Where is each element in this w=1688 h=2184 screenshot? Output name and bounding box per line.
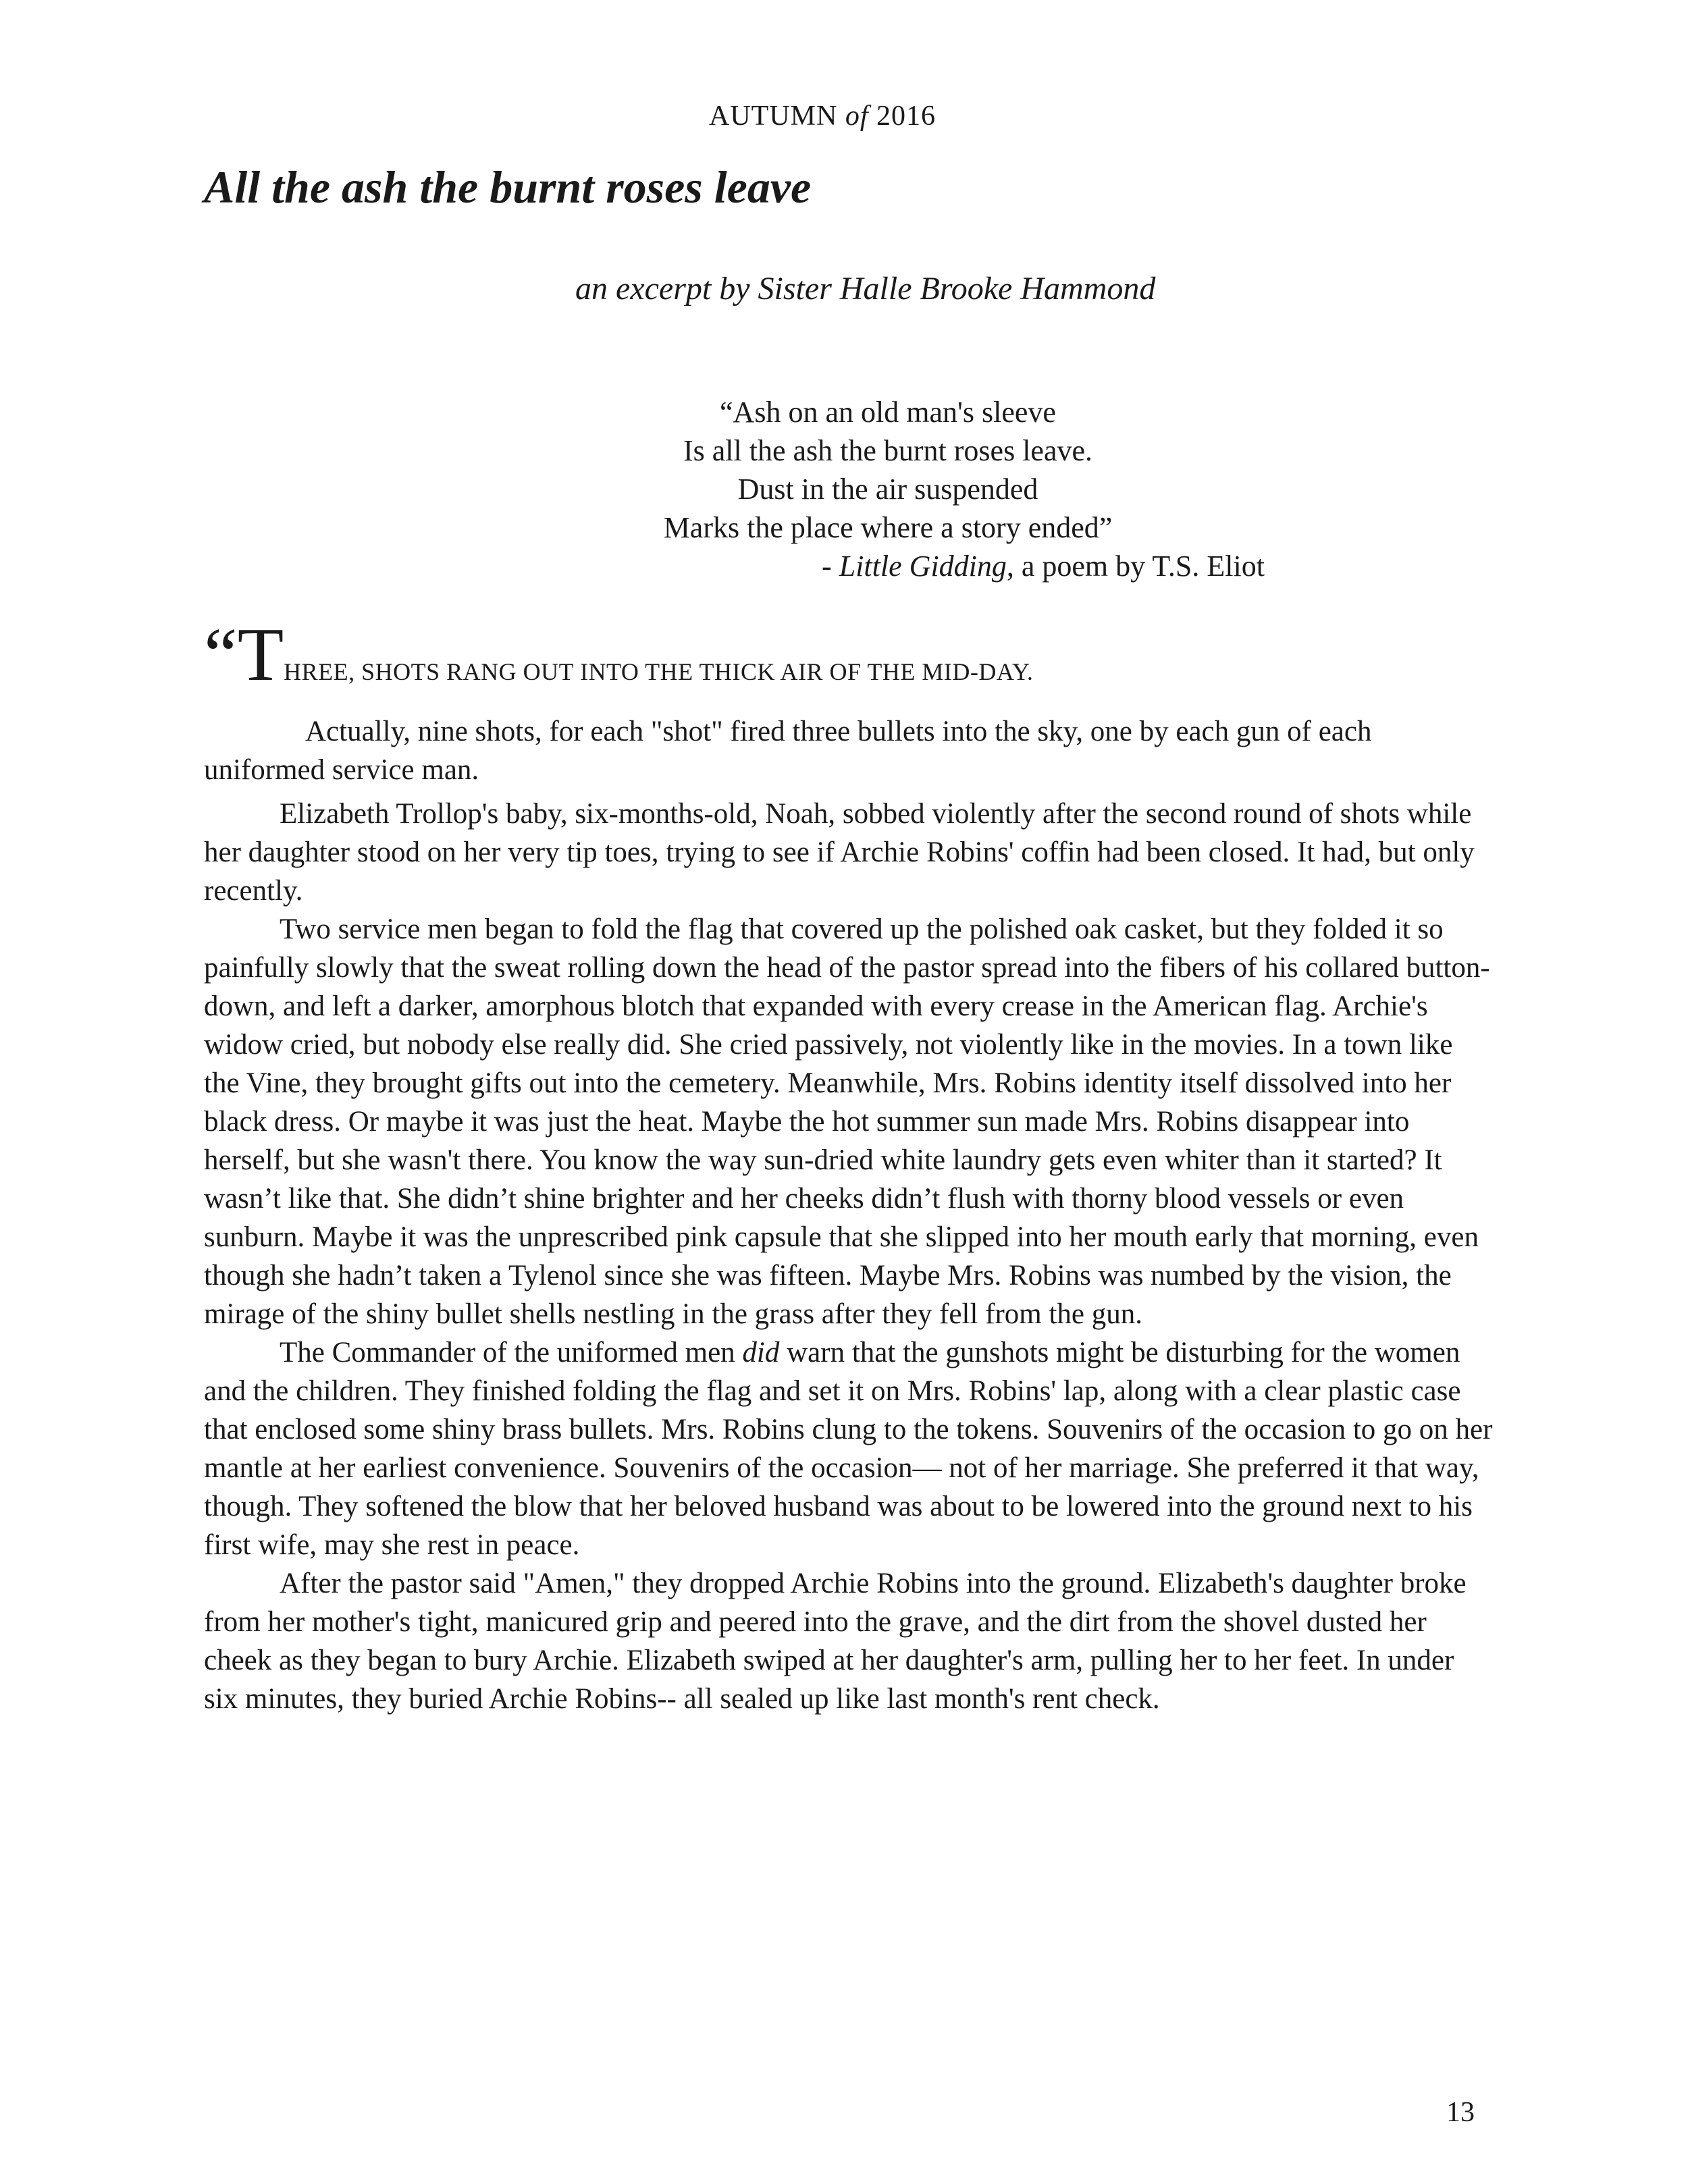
attribution-work: Little Gidding <box>839 550 1007 583</box>
epigraph-line: Is all the ash the burnt roses leave. <box>683 434 1093 467</box>
epigraph <box>473 393 1303 585</box>
byline: an excerpt by Sister Halle Brooke Hammond <box>575 271 1156 307</box>
epigraph-line: “Ash on an old man's sleeve <box>720 396 1056 429</box>
article-title: All the ash the burnt roses leave <box>204 161 812 213</box>
paragraph-5: After the pastor said "Amen," they dropped Archie Robins into the ground. Elizabeth's daughter broke from her mother's tight, manicured grip and peered into the grave, and the dirt from the shovel dusted her cheek as they began to bury Archie. Elizabeth swiped at her daughter's arm, pulling her to her feet. In under six minutes, they buried Archie Robins-- all sealed up like last month's rent check. <box>204 1568 1467 1715</box>
header-year: 2016 <box>868 101 936 132</box>
opening-line <box>204 613 1034 697</box>
paragraph-2: Elizabeth Trollop's baby, six-months-old, Noah, sobbed violently after the second round of shots while her daughter stood on her very tip toes, trying to see if Archie Robins' coffin had been closed. It had, but only recently. <box>204 798 1475 907</box>
paragraph-3: Two service men began to fold the flag that covered up the polished oak casket, but they folded it so painfully slowly that the sweat rolling down the head of the pastor spread into the fibers of his collared button-down, and left a darker, amorphous blotch that expanded with every crease in the American flag. Archie's widow cried, but nobody else really did. She cried passively, not violently like in the movies. In a town like the Vine, they brought gifts out into the cemetery. Meanwhile, Mrs. Robins identity itself dissolved into her black dress. Or maybe it was just the heat. Maybe the hot summer sun made Mrs. Robins disappear into herself, but she wasn't there. You know the way sun-dried white laundry gets even whiter than it started? It wasn’t like that. She didn’t shine brighter and her cheeks didn’t flush with thorny blood vessels or even sunburn. Maybe it was the unprescribed pink capsule that she slipped into her mouth early that morning, even though she hadn’t taken a Tylenol since she was fifteen. Maybe Mrs. Robins was numbed by the vision, the mirage of the shiny bullet shells nestling in the grass after they fell from the gun. <box>204 913 1490 1330</box>
paragraph-4-end: warn that the gunshots might be disturbing for the women and the children. They finished folding the flag and set it on Mrs. Robins' lap, along with a clear plastic case that enclosed some shiny brass bullets. Mrs. Robins clung to the tokens. Souvenirs of the occasion to go on her mantle at her earliest convenience. Souvenirs of the occasion— not of her marriage. She preferred it that way, though. They softened the blow that her beloved husband was about to be lowered into the ground next to his first wife, may she rest in peace. <box>204 1337 1493 1561</box>
attribution-dash: - <box>822 550 839 583</box>
attribution-author: , a poem by T.S. Eliot <box>1006 550 1265 583</box>
opening-smallcaps: HREE, SHOTS RANG OUT INTO THE THICK AIR OF THE MID-DAY. <box>284 658 1034 685</box>
running-header <box>709 100 936 132</box>
opening-quote: “ <box>204 613 238 697</box>
paragraph-4 <box>204 1333 1494 1564</box>
paragraph-4-start: The Commander of the uniformed men <box>280 1337 743 1368</box>
header-of: of <box>845 101 869 132</box>
epigraph-line: Marks the place where a story ended” <box>663 511 1113 544</box>
header-season: AUTUMN <box>709 101 845 132</box>
drop-cap: T <box>237 613 284 697</box>
page-number: 13 <box>1446 2097 1475 2128</box>
epigraph-attribution <box>473 547 1303 585</box>
article-body <box>204 712 1494 1718</box>
paragraph-1: Actually, nine shots, for each "shot" fired three bullets into the sky, one by each gun of each uniformed service man. <box>204 716 1372 786</box>
epigraph-line: Dust in the air suspended <box>737 473 1038 506</box>
paragraph-4-emphasis: did <box>742 1337 780 1368</box>
